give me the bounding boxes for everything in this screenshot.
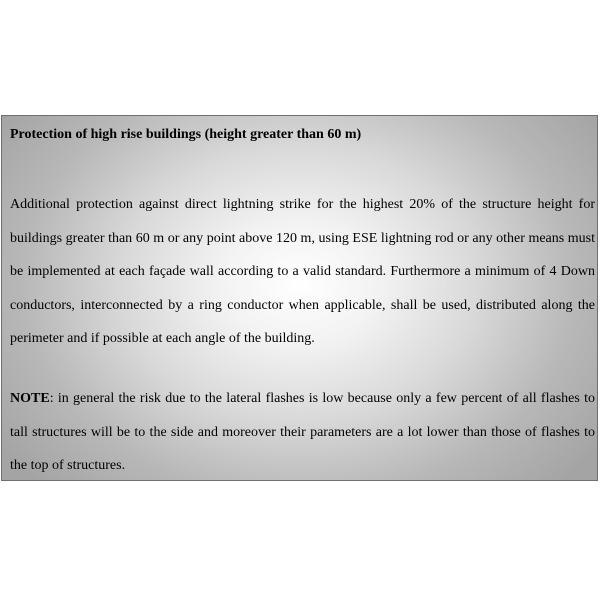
note-label: NOTE (10, 391, 50, 406)
section-title: Protection of high rise buildings (height greater than 60 m) (10, 127, 362, 142)
document-panel (1, 115, 598, 481)
body-paragraph: Additional protection against direct lightning strike for the highest 20% of the structure height for buildings greater than 60 m or any point above 120 m, using ESE lightning rod or any other means must be implemented at each façade wall according to a valid standard. Furthermore a minimum of 4 Down conductors, interconnected by a ring conductor when applicable, shall be used, distributed along the perimeter and if possible at each angle of the building. (10, 197, 595, 347)
note-text: : in general the risk due to the lateral flashes is low because only a few percent of all flashes to tall structures will be to the side and moreover their parameters are a lot lower than those of flashes to the top of structures. (10, 391, 595, 474)
note-paragraph (10, 382, 595, 483)
